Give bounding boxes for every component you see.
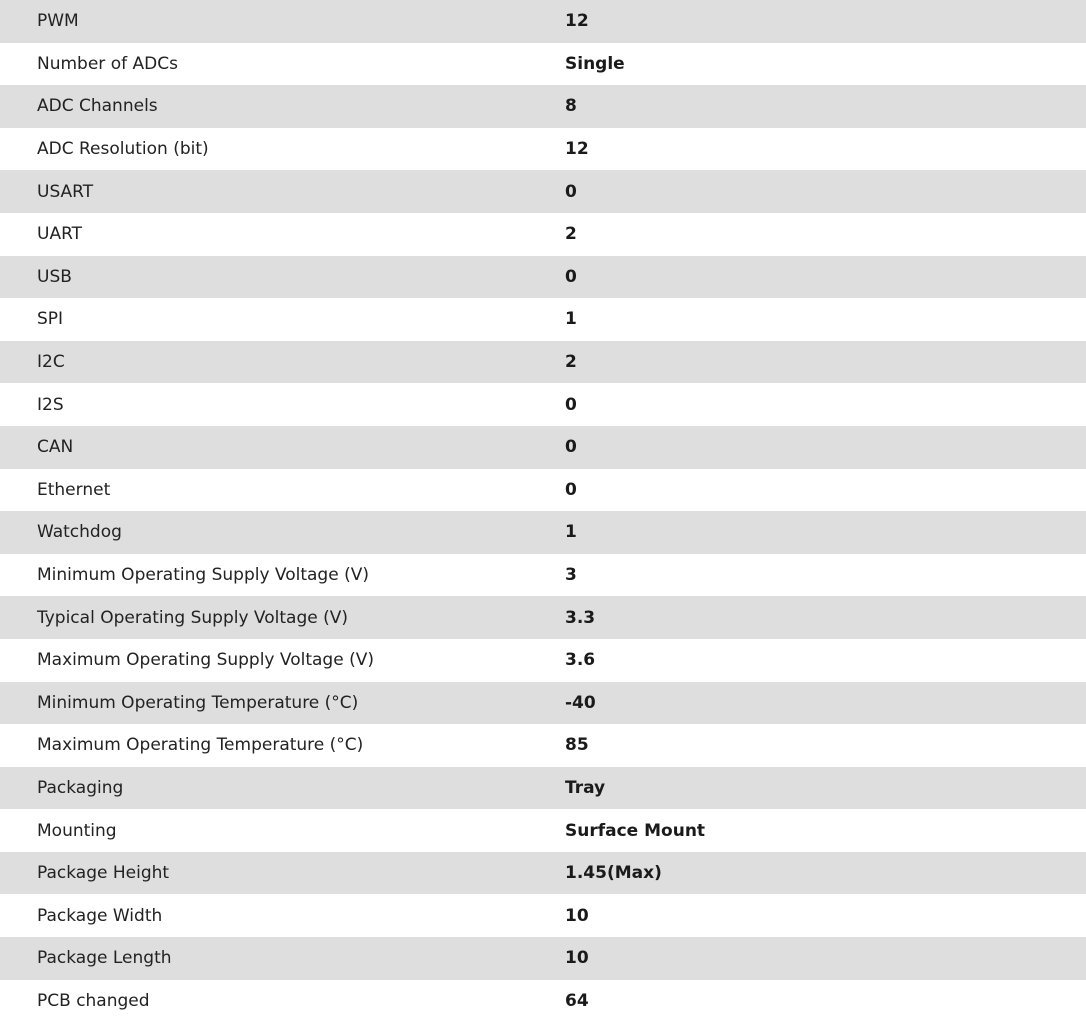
spec-label: SPI	[37, 309, 64, 330]
spec-label: I2S	[37, 394, 64, 415]
spec-row-min-temperature	[0, 682, 1086, 725]
spec-value: 10	[565, 948, 589, 969]
spec-label: Typical Operating Supply Voltage (V)	[37, 607, 348, 628]
spec-label: UART	[37, 224, 83, 245]
spec-row-adc-channels	[0, 85, 1086, 128]
spec-row-package-width	[0, 894, 1086, 937]
spec-value: 0	[565, 437, 577, 458]
spec-row-pcb-changed	[0, 980, 1086, 1022]
spec-row-i2s	[0, 383, 1086, 426]
spec-value: Single	[565, 53, 625, 74]
spec-row-adc-resolution	[0, 128, 1086, 171]
spec-value: 3.3	[565, 607, 596, 628]
spec-value: 3	[565, 565, 577, 586]
spec-row-watchdog	[0, 511, 1086, 554]
spec-row-min-supply-voltage	[0, 554, 1086, 597]
spec-value: 2	[565, 224, 577, 245]
spec-row-max-temperature	[0, 724, 1086, 767]
spec-row-package-length	[0, 937, 1086, 980]
spec-value: 8	[565, 96, 577, 117]
spec-row-max-supply-voltage	[0, 639, 1086, 682]
spec-value: 0	[565, 394, 577, 415]
spec-label: USB	[37, 266, 72, 287]
spec-label: Maximum Operating Temperature (°C)	[37, 735, 364, 756]
spec-row-ethernet	[0, 469, 1086, 512]
spec-label: PWM	[37, 11, 79, 32]
spec-value: 1	[565, 309, 577, 330]
spec-row-spi	[0, 298, 1086, 341]
spec-row-pwm	[0, 0, 1086, 43]
spec-label: Watchdog	[37, 522, 122, 543]
spec-label: Ethernet	[37, 479, 111, 500]
spec-row-typ-supply-voltage	[0, 596, 1086, 639]
spec-value: 0	[565, 181, 577, 202]
spec-value: 1	[565, 522, 577, 543]
spec-row-i2c	[0, 341, 1086, 384]
spec-label: PCB changed	[37, 990, 150, 1011]
spec-value: Surface Mount	[565, 820, 706, 841]
spec-value: 85	[565, 735, 589, 756]
spec-row-usart	[0, 170, 1086, 213]
spec-value: 12	[565, 11, 589, 32]
spec-label: Minimum Operating Supply Voltage (V)	[37, 565, 369, 586]
spec-row-number-of-adcs	[0, 43, 1086, 86]
spec-value: 3.6	[565, 650, 596, 671]
spec-value: 12	[565, 139, 589, 160]
spec-label: Package Height	[37, 863, 170, 884]
spec-label: Number of ADCs	[37, 53, 178, 74]
spec-value: 10	[565, 905, 589, 926]
spec-label: I2C	[37, 352, 65, 373]
spec-value: 0	[565, 479, 577, 500]
spec-value: 64	[565, 990, 589, 1011]
spec-value: Tray	[565, 777, 606, 798]
spec-row-can	[0, 426, 1086, 469]
spec-label: Mounting	[37, 820, 117, 841]
spec-label: Packaging	[37, 777, 124, 798]
spec-label: CAN	[37, 437, 74, 458]
spec-label: ADC Resolution (bit)	[37, 139, 209, 160]
spec-row-usb	[0, 256, 1086, 299]
spec-row-package-height	[0, 852, 1086, 895]
spec-value: 1.45(Max)	[565, 863, 662, 884]
spec-value: 2	[565, 352, 577, 373]
spec-value: 0	[565, 266, 577, 287]
spec-value: -40	[565, 692, 596, 713]
spec-row-packaging	[0, 767, 1086, 810]
spec-label: Maximum Operating Supply Voltage (V)	[37, 650, 374, 671]
spec-row-mounting	[0, 809, 1086, 852]
spec-label: USART	[37, 181, 94, 202]
spec-label: Minimum Operating Temperature (°C)	[37, 692, 359, 713]
spec-label: Package Width	[37, 905, 163, 926]
spec-row-uart	[0, 213, 1086, 256]
spec-label: ADC Channels	[37, 96, 158, 117]
spec-label: Package Length	[37, 948, 172, 969]
